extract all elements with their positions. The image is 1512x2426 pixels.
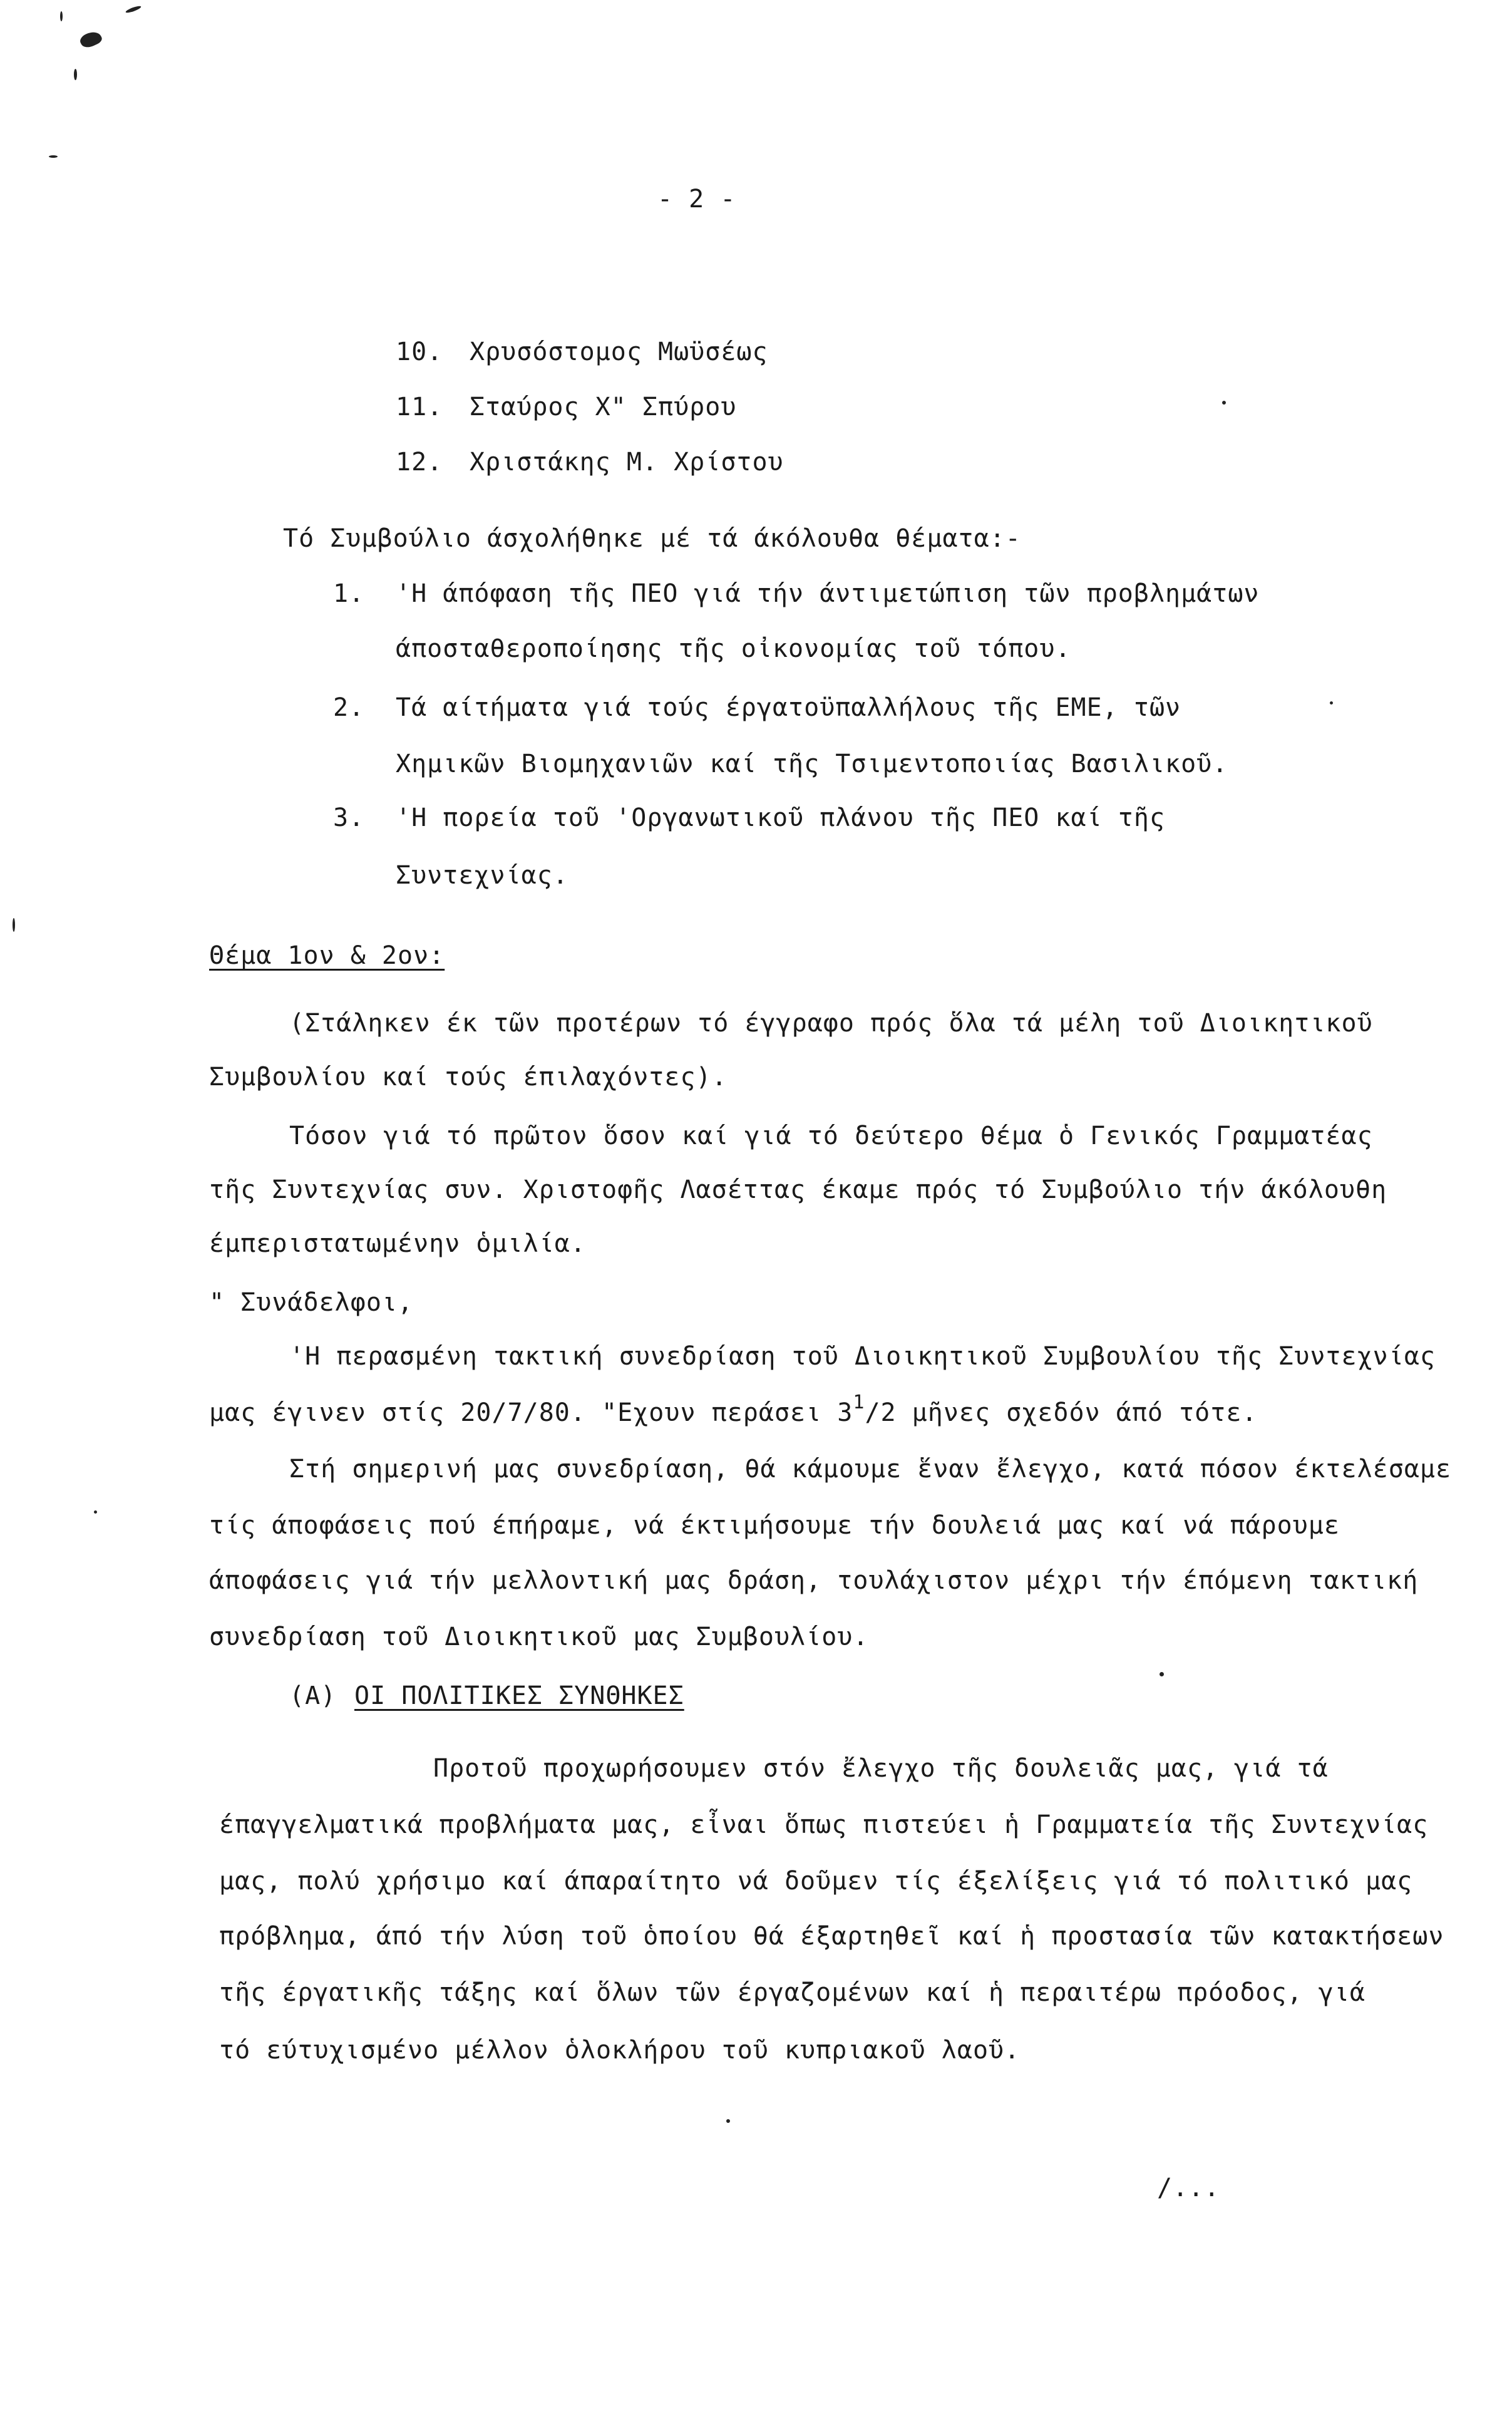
member-number: 11. <box>396 393 443 421</box>
continuation-mark: /... <box>1157 2174 1220 2202</box>
scan-speck <box>94 1510 97 1514</box>
topic-text: 'Η πορεία τοῦ 'Οργανωτικοῦ πλάνου τῆς ΠΕΟ καί τῆς <box>396 803 1166 832</box>
scan-mark <box>49 155 58 158</box>
body-line: Προτοῦ προχωρήσουμεν στόν ἔλεγχο τῆς δουλειᾶς μας, γιά τά <box>433 1754 1329 1783</box>
body-line: Τόσον γιά τό πρῶτον ὅσον καί γιά τό δεύτερο θέμα ὁ Γενικός Γραμματέας <box>289 1122 1373 1150</box>
body-line: Συμβουλίου καί τούς έπιλαχόντες). <box>209 1063 728 1092</box>
scan-mark <box>78 29 103 50</box>
member-number: 12. <box>396 448 443 477</box>
topic-number: 1. <box>333 579 365 608</box>
body-line: (Στάληκεν έκ τῶν προτέρων τό έγγραφο πρός ὅλα τά μέλη τοῦ Διοικητικοῦ <box>289 1009 1373 1038</box>
topic-text: Χημικῶν Βιομηχανιῶν καί τῆς Τσιμεντοποιίας Βασιλικοῦ. <box>396 750 1228 778</box>
body-line: τῆς Συντεχνίας συν. Χριστοφῆς Λασέττας έκαμε πρός τό Συμβούλιο τήν άκόλουθη <box>209 1175 1387 1204</box>
body-text: /2 μῆνες σχεδόν άπό τότε. <box>865 1398 1258 1427</box>
subsection-label: (Α) <box>289 1681 337 1710</box>
scan-speck <box>1222 401 1226 405</box>
topic-text: Συντεχνίας. <box>396 861 568 890</box>
body-line: πρόβλημα, άπό τήν λύση τοῦ ὁποίου θά έξαρτηθεῖ καί ἡ προστασία τῶν κατακτήσεων <box>219 1922 1444 1951</box>
topic-text: 'Η άπόφαση τῆς ΠΕΟ γιά τήν άντιμετώπιση τῶν προβλημάτων <box>396 579 1260 608</box>
scan-speck <box>726 2119 730 2123</box>
scan-speck <box>1330 701 1333 705</box>
body-line: 'Η περασμένη τακτική συνεδρίαση τοῦ Διοικητικοῦ Συμβουλίου τῆς Συντεχνίας <box>289 1342 1436 1371</box>
superscript: 1 <box>853 1391 865 1413</box>
intro-line: Τό Συμβούλιο άσχολήθηκε μέ τά άκόλουθα θέματα:- <box>283 524 1021 553</box>
topic-number: 3. <box>333 803 365 832</box>
page-number: - 2 - <box>657 185 736 214</box>
body-line: έμπεριστατωμένην ὁμιλία. <box>209 1229 586 1258</box>
body-line: άποφάσεις γιά τήν μελλοντική μας δράση, τουλάχιστον μέχρι τήν έπόμενη τακτική <box>209 1566 1419 1595</box>
body-line: τῆς έργατικῆς τάξης καί ὅλων τῶν έργαζομένων καί ἡ περαιτέρω πρόοδος, γιά <box>219 1978 1365 2007</box>
section-heading: Θέμα 1ον & 2ον: <box>209 941 445 970</box>
body-line <box>209 1391 1258 1430</box>
body-line: μας, πολύ χρήσιμο καί άπαραίτητο νά δοῦμεν τίς έξελίξεις γιά τό πολιτικό μας <box>219 1867 1413 1896</box>
scan-mark <box>60 11 63 21</box>
topic-text: άποσταθεροποίησης τῆς οἰκονομίας τοῦ τόπου. <box>396 634 1071 663</box>
member-name: Χρυσόστομος Μωϋσέως <box>470 338 768 366</box>
subsection-title: ΟΙ ΠΟΛΙΤΙΚΕΣ ΣΥΝΘΗΚΕΣ <box>354 1681 684 1710</box>
scan-mark <box>125 5 141 14</box>
body-line: Στή σημερινή μας συνεδρίαση, θά κάμουμε ἕναν ἔλεγχο, κατά πόσον έκτελέσαμε <box>289 1455 1452 1484</box>
topic-text: Τά αίτήματα γιά τούς έργατοϋπαλλήλους τῆς ΕΜΕ, τῶν <box>396 693 1181 722</box>
scan-mark <box>74 69 77 80</box>
member-name: Σταύρος Χ" Σπύρου <box>470 393 737 421</box>
body-line: έπαγγελματικά προβλήματα μας, εἶναι ὅπως πιστεύει ἡ Γραμματεία τῆς Συντεχνίας <box>219 1810 1429 1839</box>
topic-number: 2. <box>333 693 365 722</box>
body-line: τίς άποφάσεις πού έπήραμε, νά έκτιμήσουμε τήν δουλειά μας καί νά πάρουμε <box>209 1511 1340 1540</box>
salutation: " Συνάδελφοι, <box>209 1288 414 1317</box>
body-line: τό εύτυχισμένο μέλλον ὁλοκλήρου τοῦ κυπριακοῦ λαοῦ. <box>219 2036 1021 2065</box>
member-name: Χριστάκης Μ. Χρίστου <box>470 448 784 477</box>
scan-speck <box>1160 1672 1164 1676</box>
scan-mark <box>13 918 15 932</box>
member-number: 10. <box>396 338 443 366</box>
body-text: μας έγινεν στίς 20/7/80. "Εχουν περάσει 3 <box>209 1398 853 1427</box>
body-line: συνεδρίαση τοῦ Διοικητικοῦ μας Συμβουλίου. <box>209 1623 869 1651</box>
